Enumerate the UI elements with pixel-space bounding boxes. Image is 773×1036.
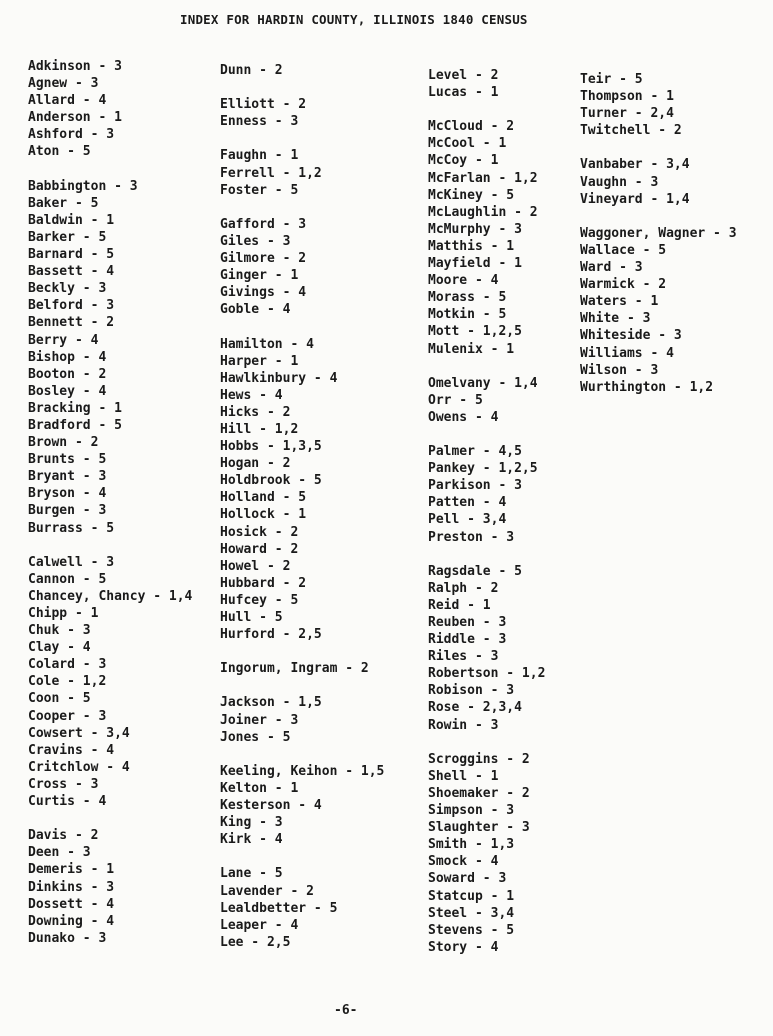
index-entry: Belford - 3 — [28, 298, 115, 314]
index-entry: Chancey, Chancy - 1,4 — [28, 588, 193, 604]
index-entry: Downing - 4 — [28, 913, 115, 929]
index-entry: Twitchell - 2 — [580, 123, 682, 139]
index-entry: Pell - 3,4 — [428, 512, 507, 528]
index-entry: Reuben - 3 — [428, 615, 507, 630]
index-entry: Riles - 3 — [428, 649, 499, 665]
page-number: -6- — [334, 1003, 358, 1018]
index-entry: Keeling, Keihon - 1,5 — [220, 763, 385, 779]
index-entry: Bracking - 1 — [28, 400, 122, 416]
index-entry: Kirk - 4 — [220, 832, 283, 848]
index-entry: Hill - 1,2 — [220, 421, 299, 437]
index-entry: Dunako - 3 — [28, 930, 107, 946]
index-entry: Lavender - 2 — [220, 883, 314, 899]
index-entry: Adkinson - 3 — [28, 59, 122, 74]
index-entry: Booton - 2 — [28, 366, 107, 382]
index-entry: Dossett - 4 — [28, 896, 115, 912]
index-entry: Jones - 5 — [220, 729, 291, 745]
index-entry: Lucas - 1 — [428, 85, 499, 101]
index-entry: Demeris - 1 — [28, 862, 115, 878]
index-entry: Goble - 4 — [220, 302, 291, 318]
index-entry: Steel - 3,4 — [428, 905, 515, 921]
index-entry: Harper - 1 — [220, 353, 299, 369]
index-entry: Coon - 5 — [28, 691, 91, 707]
index-entry: Bishop - 4 — [28, 349, 107, 365]
index-entry: Hicks - 2 — [220, 404, 291, 420]
index-entry: Baker - 5 — [28, 195, 99, 211]
index-entry: Vineyard - 1,4 — [580, 191, 690, 207]
index-entry: Reid - 1 — [428, 597, 491, 613]
group-spacer — [428, 358, 545, 375]
index-entry: Davis - 2 — [28, 828, 99, 844]
index-entry: Pankey - 1,2,5 — [428, 461, 538, 477]
index-entry: Curtis - 4 — [28, 794, 107, 810]
group-spacer — [28, 810, 192, 827]
index-entry: McKiney - 5 — [428, 187, 515, 203]
index-entry: Hurford - 2,5 — [220, 627, 322, 643]
index-entry: Holland - 5 — [220, 490, 307, 506]
index-entry: Jackson - 1,5 — [220, 695, 322, 711]
index-entry: Thompson - 1 — [580, 89, 674, 105]
index-entry: Gafford - 3 — [220, 216, 307, 232]
index-column-2 — [220, 62, 384, 951]
group-spacer — [220, 643, 384, 660]
group-spacer — [220, 199, 384, 216]
index-entry: Burgen - 3 — [28, 503, 107, 519]
index-entry: Moore - 4 — [428, 273, 499, 289]
index-entry: Barnard - 5 — [28, 247, 115, 263]
index-column-1 — [28, 58, 192, 947]
group-spacer — [428, 101, 545, 118]
index-entry: McCool - 1 — [428, 136, 507, 152]
index-entry: Bennett - 2 — [28, 315, 115, 331]
index-entry: Matthis - 1 — [428, 238, 515, 254]
index-entry: Howard - 2 — [220, 541, 299, 557]
index-entry: Critchlow - 4 — [28, 759, 130, 775]
index-entry: Gilmore - 2 — [220, 251, 307, 267]
index-entry: Orr - 5 — [428, 392, 483, 408]
index-entry: Stevens - 5 — [428, 922, 515, 938]
group-spacer — [28, 161, 192, 178]
index-entry: Beckly - 3 — [28, 281, 107, 297]
index-entry: Anderson - 1 — [28, 110, 122, 126]
index-entry: McCloud - 2 — [428, 119, 515, 135]
index-entry: Ashford - 3 — [28, 127, 115, 143]
index-entry: Brunts - 5 — [28, 452, 107, 468]
index-entry: Kelton - 1 — [220, 780, 299, 796]
index-entry: Mott - 1,2,5 — [428, 324, 522, 340]
index-column-4 — [580, 71, 737, 396]
index-entry: Robertson - 1,2 — [428, 666, 546, 682]
index-entry: Hobbs - 1,3,5 — [220, 439, 322, 455]
index-entry: Dinkins - 3 — [28, 879, 115, 895]
index-entry: Faughn - 1 — [220, 148, 299, 164]
index-entry: Ralph - 2 — [428, 580, 499, 596]
index-entry: Giles - 3 — [220, 233, 291, 249]
index-entry: Hufcey - 5 — [220, 592, 299, 608]
index-entry: Ginger - 1 — [220, 268, 299, 284]
group-spacer — [220, 746, 384, 763]
index-entry: Givings - 4 — [220, 285, 307, 301]
index-entry: Bosley - 4 — [28, 383, 107, 399]
index-entry: Baldwin - 1 — [28, 212, 115, 228]
index-entry: Hosick - 2 — [220, 524, 299, 540]
group-spacer — [220, 677, 384, 694]
index-entry: Burrass - 5 — [28, 520, 115, 536]
index-entry: Agnew - 3 — [28, 76, 99, 92]
group-spacer — [220, 318, 384, 335]
index-entry: Calwell - 3 — [28, 554, 115, 570]
index-entry: Holdbrook - 5 — [220, 473, 322, 489]
index-entry: Bryant - 3 — [28, 469, 107, 485]
index-entry: Wurthington - 1,2 — [580, 379, 714, 395]
index-entry: Clay - 4 — [28, 640, 91, 656]
index-entry: Level - 2 — [428, 68, 499, 83]
index-entry: Brown - 2 — [28, 435, 99, 451]
index-entry: Bryson - 4 — [28, 486, 107, 502]
index-entry: McLaughlin - 2 — [428, 204, 538, 220]
index-entry: Hews - 4 — [220, 387, 283, 403]
index-entry: Hull - 5 — [220, 610, 283, 625]
index-entry: Whiteside - 3 — [580, 328, 682, 344]
index-entry: Patten - 4 — [428, 495, 507, 511]
index-entry: Dunn - 2 — [220, 63, 283, 78]
group-spacer — [428, 734, 545, 751]
index-entry: Allard - 4 — [28, 93, 107, 109]
index-entry: Hamilton - 4 — [220, 336, 314, 352]
group-spacer — [428, 546, 545, 563]
index-entry: Bassett - 4 — [28, 264, 115, 280]
index-entry: Hogan - 2 — [220, 456, 291, 472]
group-spacer — [580, 208, 737, 225]
index-entry: Joiner - 3 — [220, 712, 299, 728]
index-entry: Cowsert - 3,4 — [28, 725, 130, 741]
index-entry: Ragsdale - 5 — [428, 563, 522, 579]
index-entry: Story - 4 — [428, 939, 499, 955]
index-entry: Kesterson - 4 — [220, 798, 322, 814]
index-entry: Leaper - 4 — [220, 917, 299, 933]
index-entry: Owens - 4 — [428, 409, 499, 425]
index-entry: Enness - 3 — [220, 114, 299, 130]
index-entry: Cravins - 4 — [28, 742, 115, 758]
index-entry: Waters - 1 — [580, 294, 659, 310]
index-entry: Deen - 3 — [28, 845, 91, 861]
index-entry: Shell - 1 — [428, 768, 499, 784]
index-entry: Cross - 3 — [28, 776, 99, 792]
index-entry: McMurphy - 3 — [428, 221, 522, 237]
index-entry: Lee - 2,5 — [220, 934, 291, 950]
page-title: INDEX FOR HARDIN COUNTY, ILLINOIS 1840 CENSUS — [180, 12, 528, 27]
index-entry: Vaughn - 3 — [580, 174, 659, 190]
index-entry: Hawlkinbury - 4 — [220, 370, 338, 386]
index-entry: Ingorum, Ingram - 2 — [220, 661, 369, 677]
index-entry: Williams - 4 — [580, 345, 674, 361]
index-entry: Morass - 5 — [428, 290, 507, 306]
index-entry: Lealdbetter - 5 — [220, 900, 338, 916]
index-entry: Omelvany - 1,4 — [428, 375, 538, 391]
index-entry: Parkison - 3 — [428, 478, 522, 494]
index-entry: Lane - 5 — [220, 866, 283, 882]
index-entry: Elliott - 2 — [220, 97, 307, 113]
index-entry: Robison - 3 — [428, 683, 515, 699]
index-entry: McFarlan - 1,2 — [428, 170, 538, 186]
index-entry: Palmer - 4,5 — [428, 444, 522, 460]
index-entry: Slaughter - 3 — [428, 820, 530, 836]
index-entry: Hollock - 1 — [220, 507, 307, 523]
index-entry: Mayfield - 1 — [428, 256, 522, 272]
index-entry: Smith - 1,3 — [428, 837, 515, 853]
index-entry: Cannon - 5 — [28, 571, 107, 587]
index-entry: Colard - 3 — [28, 657, 107, 673]
index-entry: Riddle - 3 — [428, 632, 507, 648]
index-entry: Smock - 4 — [428, 854, 499, 870]
group-spacer — [428, 426, 545, 443]
index-entry: Shoemaker - 2 — [428, 785, 530, 801]
index-entry: Wallace - 5 — [580, 242, 667, 258]
index-entry: Motkin - 5 — [428, 307, 507, 323]
group-spacer — [28, 537, 192, 554]
index-entry: Preston - 3 — [428, 529, 515, 545]
index-entry: Bradford - 5 — [28, 417, 122, 433]
group-spacer — [580, 139, 737, 156]
index-entry: Cole - 1,2 — [28, 674, 107, 690]
index-entry: McCoy - 1 — [428, 153, 499, 169]
group-spacer — [220, 848, 384, 865]
index-entry: Berry - 4 — [28, 332, 99, 348]
index-entry: King - 3 — [220, 815, 283, 831]
index-entry: Chuk - 3 — [28, 623, 91, 639]
index-entry: Barker - 5 — [28, 229, 107, 245]
index-entry: Mulenix - 1 — [428, 341, 515, 357]
index-entry: Rose - 2,3,4 — [428, 700, 522, 716]
index-entry: Soward - 3 — [428, 871, 507, 887]
index-entry: Scroggins - 2 — [428, 751, 530, 767]
index-entry: Howel - 2 — [220, 558, 291, 574]
index-entry: Simpson - 3 — [428, 803, 515, 819]
index-entry: Teir - 5 — [580, 72, 643, 87]
index-entry: Hubbard - 2 — [220, 575, 307, 591]
group-spacer — [220, 130, 384, 147]
index-column-3 — [428, 67, 545, 956]
index-entry: Statcup - 1 — [428, 888, 515, 904]
group-spacer — [220, 79, 384, 96]
index-entry: Wilson - 3 — [580, 362, 659, 378]
index-entry: Warmick - 2 — [580, 277, 667, 293]
index-entry: Ferrell - 1,2 — [220, 165, 322, 181]
index-entry: Cooper - 3 — [28, 708, 107, 724]
index-entry: Ward - 3 — [580, 260, 643, 276]
index-entry: Babbington - 3 — [28, 178, 138, 194]
index-entry: Vanbaber - 3,4 — [580, 157, 690, 173]
index-entry: White - 3 — [580, 311, 651, 327]
index-entry: Foster - 5 — [220, 182, 299, 198]
index-entry: Waggoner, Wagner - 3 — [580, 225, 737, 241]
index-entry: Turner - 2,4 — [580, 106, 674, 122]
index-entry: Aton - 5 — [28, 144, 91, 160]
index-entry: Rowin - 3 — [428, 717, 499, 733]
index-entry: Chipp - 1 — [28, 606, 99, 621]
